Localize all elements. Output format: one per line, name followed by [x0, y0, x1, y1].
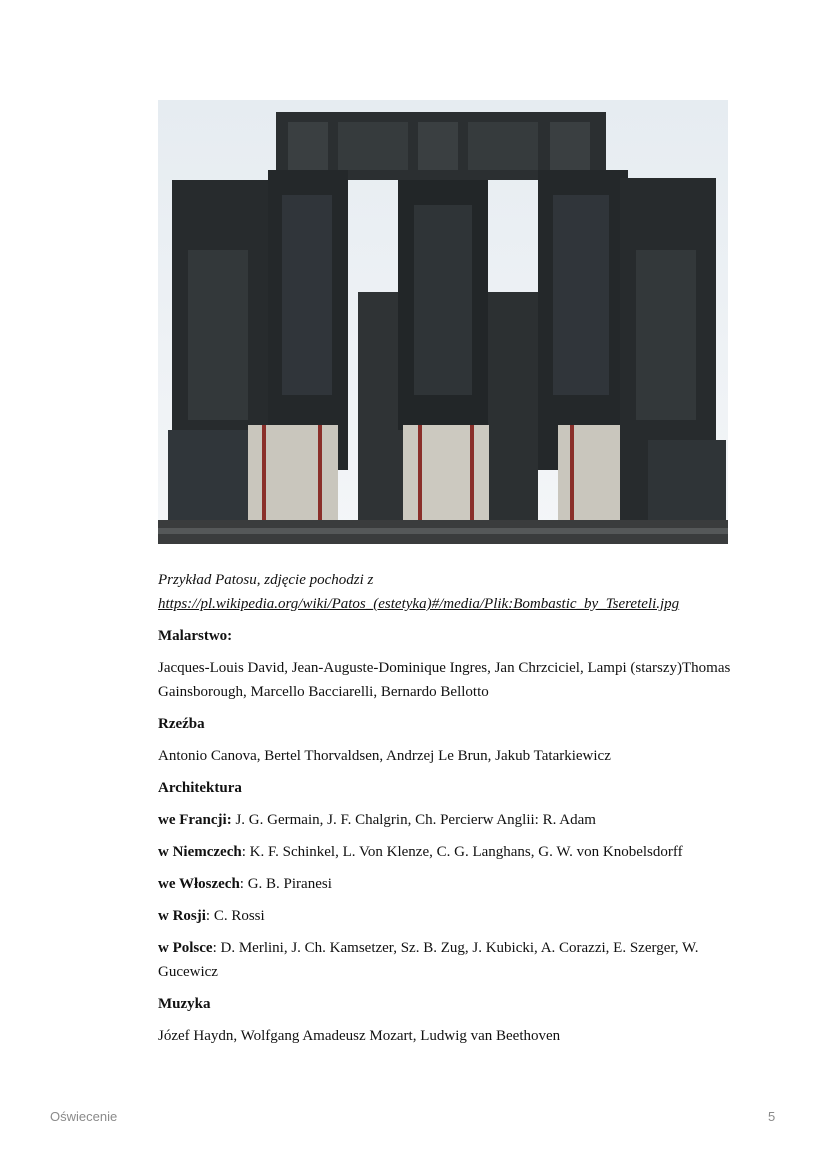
architecture-germany-text: : K. F. Schinkel, L. Von Klenze, C. G. Langhans, G. W. von Knobelsdorff: [241, 844, 683, 860]
monument-photo: [158, 100, 728, 544]
architecture-france: [158, 808, 738, 832]
architecture-italy: [158, 872, 738, 896]
caption-source-link[interactable]: https://pl.wikipedia.org/wiki/Patos_(estetyka)#/media/Plik:Bombastic_by_Tsereteli.jpg: [158, 596, 680, 612]
caption-text: Przykład Patosu, zdjęcie pochodzi z: [158, 572, 374, 588]
architecture-italy-label: we Włoszech: [158, 876, 240, 892]
painting-heading: Malarstwo:: [158, 628, 233, 644]
footer-title: Oświecenie: [50, 1109, 118, 1124]
architecture-russia-label: w Rosji: [158, 908, 206, 924]
architecture-poland: [158, 936, 738, 984]
architecture-germany-label: w Niemczech: [158, 844, 242, 860]
architecture-germany: [158, 840, 738, 864]
architecture-heading: Architektura: [158, 780, 242, 796]
music-heading: Muzyka: [158, 996, 211, 1012]
architecture-france-label: we Francji:: [158, 812, 232, 828]
sculpture-heading: Rzeźba: [158, 716, 205, 732]
music-text: Józef Haydn, Wolfgang Amadeusz Mozart, Ludwig van Beethoven: [158, 1028, 561, 1044]
architecture-italy-text: : G. B. Piranesi: [239, 876, 332, 892]
architecture-poland-text: : D. Merlini, J. Ch. Kamsetzer, Sz. B. Zug, J. Kubicki, A. Corazzi, E. Szerger, W. Gucewicz: [158, 940, 699, 980]
architecture-russia-text: : C. Rossi: [205, 908, 265, 924]
page-number: 5: [768, 1109, 776, 1124]
architecture-poland-label: w Polsce: [158, 940, 213, 956]
document-body: [158, 568, 738, 1056]
painting-text: Jacques-Louis David, Jean-Auguste-Dominique Ingres, Jan Chrzciciel, Lampi (starszy)Thomas Gainsborough, Marcello Bacciarelli, Bernardo Bellotto: [158, 660, 731, 700]
architecture-russia: [158, 904, 738, 928]
photo-caption: [158, 568, 738, 616]
architecture-france-text: J. G. Germain, J. F. Chalgrin, Ch. Percierw Anglii: R. Adam: [231, 812, 596, 828]
sculpture-text: Antonio Canova, Bertel Thorvaldsen, Andrzej Le Brun, Jakub Tatarkiewicz: [158, 748, 611, 764]
